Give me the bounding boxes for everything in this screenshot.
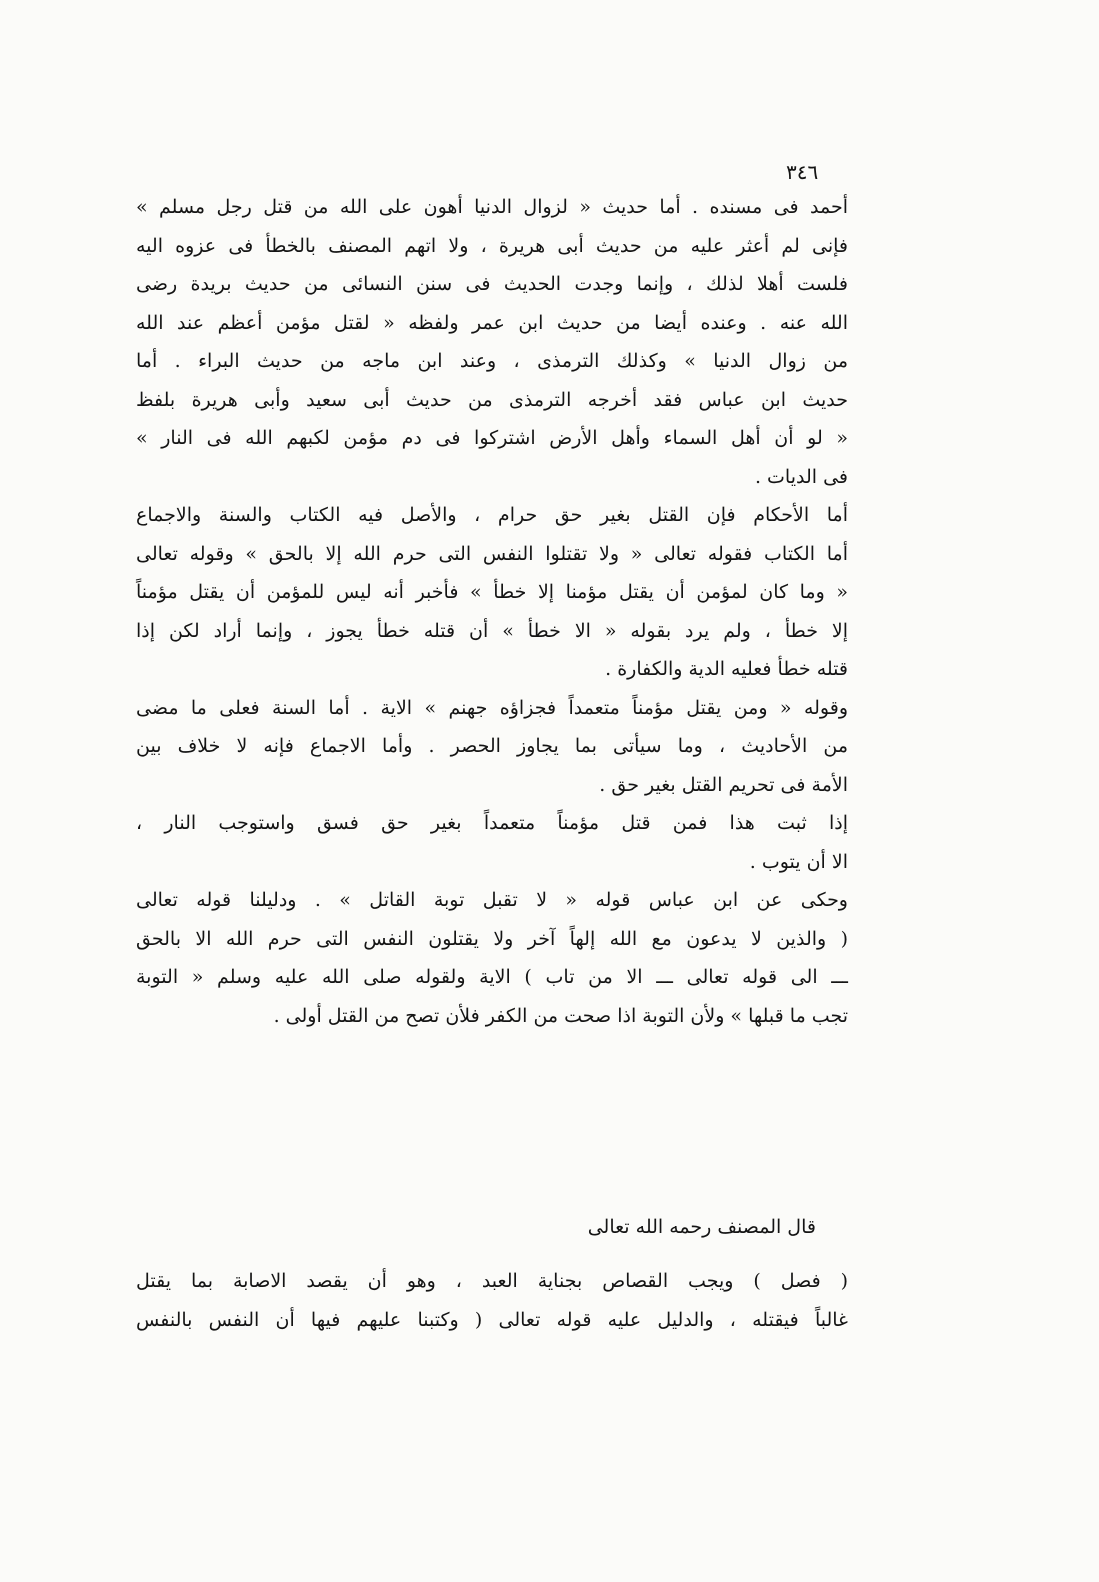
text-line: فلست أهلا لذلك ، وإنما وجدت الحديث فى سنن النسائى من حديث بريدة رضى bbox=[136, 273, 848, 295]
text-line: من الأحاديث ، وما سيأتى بما يجاوز الحصر . وأما الاجماع فإنه لا خلاف بين bbox=[136, 735, 848, 757]
text-line: الله عنه . وعنده أيضا من حديث ابن عمر ولفظه « لقتل مؤمن أعظم عند الله bbox=[136, 311, 848, 334]
text-line: قتله خطأ فعليه الدية والكفارة . bbox=[605, 658, 848, 680]
text-line: أما الكتاب فقوله تعالى « ولا تقتلوا النفس التى حرم الله إلا بالحق » وقوله تعالى bbox=[136, 542, 848, 565]
text-line: فى الديات . bbox=[754, 465, 848, 488]
page-number: ٣٤٦ bbox=[786, 160, 819, 184]
text-line: « لو أن أهل السماء وأهل الأرض اشتركوا فى دم مؤمن لكبهم الله فى النار » bbox=[136, 427, 848, 449]
text-line: الا أن يتوب . bbox=[749, 850, 848, 873]
text-line: « وما كان لمؤمن أن يقتل مؤمنا إلا خطأ » فأخبر أنه ليس للمؤمن أن يقتل مؤمناً bbox=[136, 581, 848, 603]
main-text bbox=[136, 188, 848, 1035]
text-line: ( فصل ) ويجب القصاص بجناية العبد ، وهو أن يقصد الاصابة بما يقتل bbox=[136, 1270, 848, 1292]
section-text bbox=[136, 1262, 848, 1339]
text-line: إلا خطأ ، ولم يرد بقوله « الا خطأ » أن قتله خطأ يجوز ، وإنما أراد لكن إذا bbox=[136, 619, 848, 642]
text-line: إذا ثبت هذا فمن قتل مؤمناً متعمداً بغير حق فسق واستوجب النار ، bbox=[136, 812, 848, 834]
text-line: ـــ الى قوله تعالى ـــ الا من تاب ) الاية ولقوله صلى الله عليه وسلم « التوبة bbox=[136, 966, 848, 988]
text-line: تجب ما قبلها » ولأن التوبة اذا صحت من الكفر فلأن تصح من القتل أولى . bbox=[273, 1004, 848, 1027]
text-line: الأمة فى تحريم القتل بغير حق . bbox=[599, 773, 848, 796]
text-line: وحكى عن ابن عباس قوله « لا تقبل توبة القاتل » . ودليلنا قوله تعالى bbox=[136, 889, 848, 911]
text-line: فإنى لم أعثر عليه من حديث أبى هريرة ، ولا اتهم المصنف بالخطأ فى عزوه اليه bbox=[136, 234, 848, 257]
text-line: أحمد فى مسنده . أما حديث « لزوال الدنيا أهون على الله من قتل رجل مسلم » bbox=[136, 196, 848, 218]
text-line: غالباً فيقتله ، والدليل عليه قوله تعالى ( وكتبنا عليهم فيها أن النفس بالنفس bbox=[136, 1308, 848, 1331]
text-line: وقوله « ومن يقتل مؤمناً متعمداً فجزاؤه جهنم » الاية . أما السنة فعلى ما مضى bbox=[136, 696, 848, 719]
text-line: أما الأحكام فإن القتل بغير حق حرام ، والأصل فيه الكتاب والسنة والاجماع bbox=[136, 504, 848, 526]
text-line: ( والذين لا يدعون مع الله إلهاً آخر ولا يقتلون النفس التى حرم الله الا بالحق bbox=[136, 927, 848, 950]
section-heading: قال المصنف رحمه الله تعالى bbox=[587, 1216, 816, 1238]
text-line: من زوال الدنيا » وكذلك الترمذى ، وعند ابن ماجه من حديث البراء . أما bbox=[136, 350, 848, 372]
text-line: حديث ابن عباس فقد أخرجه الترمذى من حديث أبى سعيد وأبى هريرة بلفظ bbox=[136, 388, 848, 411]
